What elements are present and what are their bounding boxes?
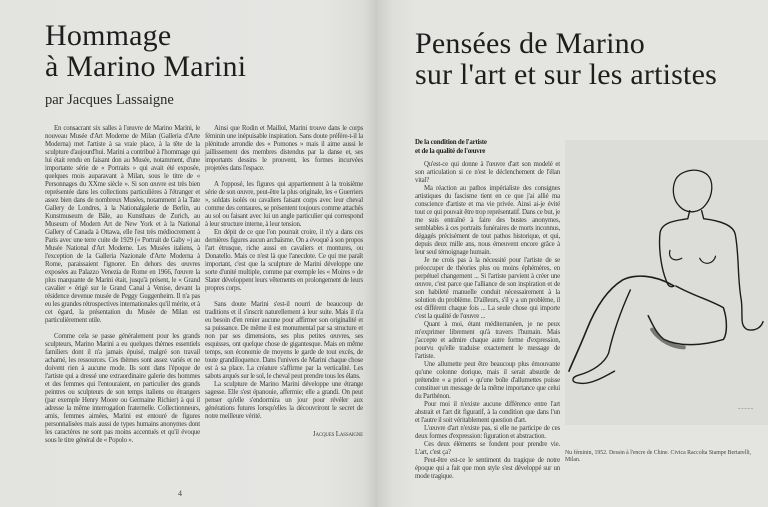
paragraph: Comme cela se passe généralement pour les grands sculpteurs, Marino Marini a eu quelques thèmes essentiels familiers dont il n'a jamais épuisé, malgré son travail acharné, les ressources. Ces thèmes sont assez variés et ne doivent rien à aucune mode. Ils sont dans l'époque de l'artiste qui a dressé une extraordinaire galerie des hommes et des femmes qui l'entouraient, en particulier des grands peintres ou sculpteurs de son temps italiens ou étrangers (par exemple Henry Moore ou Germaine Richier) à qui il adresse la même interrogation fraternelle. Collectionneurs, amis, femmes aimées, Marini est entouré de figures personnalisées mais aussi de types humains anonymes dont les caractères ne sont pas moins accentués et qu'il évoque sous le titre général de « Popolo ».: [45, 333, 200, 444]
paragraph: Sans doute Marini s'est-il nourri de beaucoup de traditions et il s'inscrit naturellement à leur suite. Mais il n'a eu besoin d'en renier aucune pour affirmer son originalité et sa puissance. De même il est monumental par sa structure et non par ses dimensions, ses plus petites œuvres, ses esquisses, ont quelque chose de gigantesque. Mais en même temps, son économie de moyens le garde de tout excès, de toute grandiloquence. Dans l'univers de Marini chaque chose est à sa place. La créature s'affirme par la verticalité. Les sabots arqués sur le sol, le cheval peut prendre tous les élans.: [205, 301, 363, 380]
paragraph: Ces deux éléments se fondent pour prendre vie. L'art, c'est ça?: [415, 441, 560, 456]
paragraph: Ainsi que Rodin et Maillol, Marini trouve dans le corps féminin une inépuisable inspiration. Sans doute préfère-t-il la plénitude arrondie des « Pomones » mais il aime aussi le jaillissement des membres distendus par la danse et, ses importants dessins le prouvent, les formes incurvées projetées dans l'espace.: [205, 125, 363, 172]
section-title: [415, 28, 717, 90]
illustration-caption: Nu féminin, 1952. Dessin à l'encre de Chine. Civica Raccolta Stampe Bertarelli, Milan.: [565, 450, 752, 463]
paragraph: Je ne crois pas à la nécessité pour l'artiste de se préoccuper de théories plus ou moins éphémères, en perpétuel changement ... Si l'artiste parvient à créer une œuvre, c'est parce que l'alliance de son inspiration et de son habileté manuelle conduit nécessairement à la solution du problème. D'ailleurs, s'il y a un problème, il est différent chaque fois ... La seule chose qui importe c'est la qualité de l'œuvre ...: [415, 257, 560, 320]
section-heading: [415, 139, 560, 156]
heading-line-2: et de la qualité de l'œuvre: [415, 147, 486, 155]
article-column-2: [205, 125, 363, 438]
page-number: 4: [178, 489, 182, 498]
paragraph: Ma réaction au pathos impérialiste des consignes artistiques du fascisme tient en ce que j'ai allié ma conscience d'artiste et ma vie privée. Ainsi ai-je évité tout ce qui pouvait être trop représentatif. Dans ce but, je me suis entraîné à faire des bustes anonymes, semblables à ces portraits funéraires de morts inconnus, dégagés précisément de tout pathos historique, et qui, depuis deux mille ans, nous émeuvent encore grâce à leur seul témoignage humain.: [415, 185, 560, 256]
title-line-2: à Marino Marini: [45, 50, 247, 83]
artist-signature-mark: ~~~~~: [738, 406, 754, 411]
paragraph: Pour moi il n'existe aucune différence entre l'art abstrait et l'art dit figuratif, à la condition que dans l'un et l'autre il soit véritablement question d'art.: [415, 401, 560, 424]
paragraph: A l'opposé, les figures qui appartiennent à la troisième série de son œuvre, peut-être la plus originale, les « Guerriers », soldats isolés ou cavaliers faisant corps avec leur cheval comme des centaures, se présentent toujours comme attachés au sol ou faisant avec lui un angle particulier qui correspond à leur structure interne, à leur tension.: [205, 181, 363, 228]
quotes-column: [415, 139, 560, 481]
left-page: [0, 0, 378, 507]
article-column-1: [45, 125, 200, 445]
paragraph: Qu'est-ce qui donne à l'œuvre d'art son modelé et son articulation si ce n'est le déclenchement de l'élan vital?: [415, 161, 560, 184]
heading-line-1: De la condition de l'artiste: [415, 139, 487, 146]
article-title: [45, 20, 246, 82]
paragraph: Peut-être est-ce le sentiment du tragique de notre époque qui a fait que mon style s'est développé sur un mode tragique.: [415, 457, 560, 480]
title-line-1: Hommage: [45, 19, 172, 52]
nude-drawing-illustration: [565, 140, 768, 425]
paragraph: En dépit de ce que l'on pourrait croire, il n'y a dans ces dernières figures aucun archaïsme. On a évoqué à son propos l'art étrusque, riche aussi en cavaliers et montures, ou Donatello. Mais ce n'est là que l'anecdote. Ce qui me paraît important, c'est que la sculpture de Marini développe une sorte d'unité multiple, comme par exemple les « Moires » de Slater développent leurs vêtements en prolongement de leurs propres corps.: [205, 229, 363, 292]
title-line-2: sur l'art et sur les artistes: [415, 58, 717, 91]
paragraph: La sculpture de Marino Marini développe une étrange sagesse. Elle s'est épanouie, affermie; elle a grandi. On peut penser qu'elle s'endormira un jour pour révéler aux générations futures lorsqu'elles la découvriront le secret de notre meilleure vérité.: [205, 381, 363, 420]
drawing-figure: [565, 140, 768, 425]
paragraph: Une allumette peut être beaucoup plus émouvante qu'une colonne dorique, mais il serait absurde de prétendre « a priori » qu'une boîte d'allumettes puisse constituer un message de la même importance que celui du Parthénon.: [415, 361, 560, 400]
title-line-1: Pensées de Marino: [415, 27, 646, 60]
author-signature: Jacques Lassaigne: [312, 430, 363, 438]
byline: par Jacques Lassaigne: [45, 92, 174, 108]
paragraph: En consacrant six salles à l'œuvre de Marino Marini, le nouveau Musée d'Art Moderne de Milan (Galleria d'Arte Moderna) met l'artiste à sa vraie place, à la tête de la sculpture d'aujourd'hui. Marini a contribué à l'hommage qui lui était rendu en faisant don au Musée, notamment, d'une importante série de « Portraits » qui avait été exposée, quelques mois auparavant à Milan, sous le titre de « Personnages du XXme siècle ». Si son œuvre est très bien représentée dans les collections particulières à l'étranger et assez bien dans de nombreux Musées, notamment à la Tate Gallery de Londres, à la Nationalgalerie de Berlin, au Kunstmuseum de Bâle, au Kunsthaus de Zurich, au Museum of Modern Art de New York et à la National Gallery of Canada à Ottawa, elle l'est très médiocrement à Paris avec une terre cuite de 1929 (« Portrait de Gaby ») au Musée National d'Art Moderne. Les Musées italiens, à l'exception de la Galleria Nazionale d'Arte Moderna à Rome, paraissaient l'ignorer. En dehors des œuvres exposées au Palazzo Venezia de Rome en 1966, l'œuvre la plus marquante de Marini était, jusqu'à présent, le « Grand cavalier » érigé sur le Grand Canal à Venise, devant la résidence devenue musée de Peggy Guggenheim. Il n'a pas eu les grandes rétrospectives internationales qu'il mérite, et à cet égard, la présentation du Musée de Milan est particulièrement utile.: [45, 125, 200, 324]
paragraph: L'œuvre d'art n'existe pas, si elle ne participe de ces deux formes d'expression: figuration et abstraction.: [415, 425, 560, 440]
paragraph: Quant à moi, étant méditerranéen, je ne peux m'exprimer librement qu'à travers l'humain. Mais j'accepte et admire chaque autre forme d'expression, pourvu qu'elle traduise exactement le message de l'artiste.: [415, 321, 560, 360]
